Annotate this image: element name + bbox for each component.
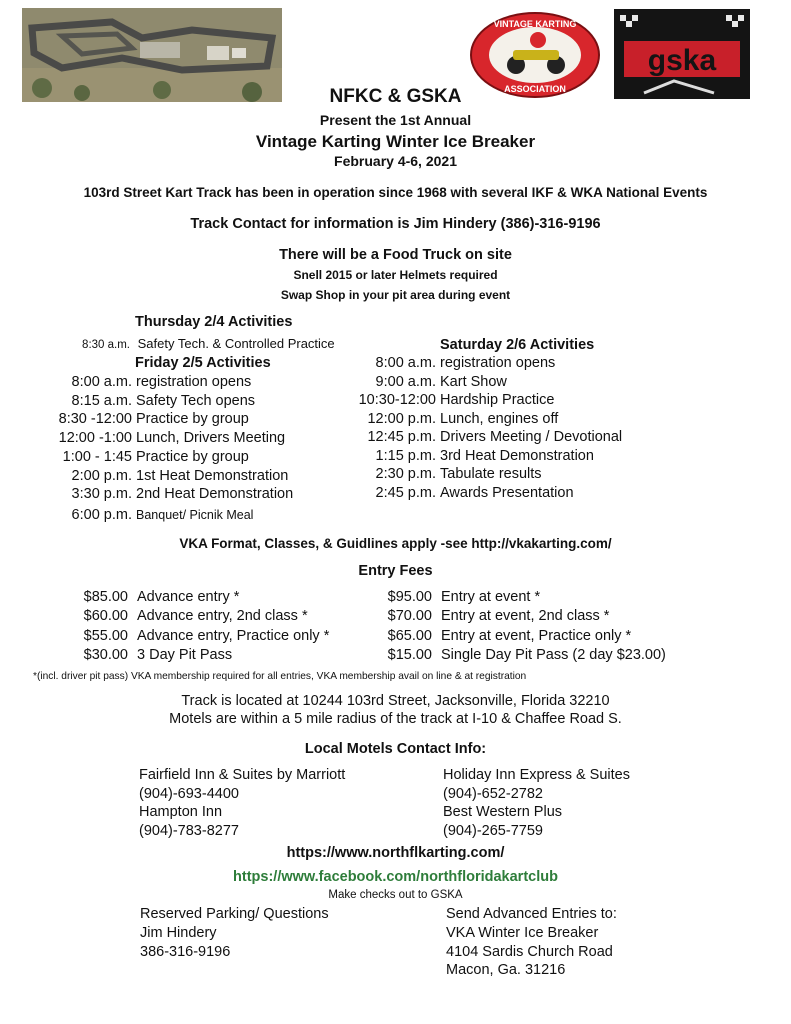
fee-description: Advance entry * [137,589,240,605]
schedule-time: 2:45 p.m. [375,484,436,501]
fee-price: $60.00 [83,608,128,625]
schedule-row [330,355,555,371]
motel-info-line: (904)-265-7759 [443,822,543,839]
schedule-activity: Safety Tech opens [136,392,256,409]
schedule-time: 12:00 -1:00 [58,430,132,447]
schedule-activity: Hardship Practice [440,392,555,408]
schedule-row [40,430,285,446]
fee-description: Entry at event, 2nd class * [441,608,610,625]
food-truck-note: There will be a Food Truck on site [279,247,512,263]
schedule-time: 12:45 p.m. [367,429,436,445]
entries-address-line: VKA Winter Ice Breaker [446,924,599,941]
schedule-activity: Awards Presentation [440,484,574,501]
saturday-heading: Saturday 2/6 Activities [440,337,595,353]
schedule-time: 8:30 a.m. [82,339,130,351]
svg-text:ASSOCIATION: ASSOCIATION [504,84,566,94]
fee-description: Advance entry, Practice only * [137,627,330,644]
schedule-activity: Kart Show [440,373,507,390]
motel-info-line: Fairfield Inn & Suites by Marriott [139,767,346,783]
event-name: Vintage Karting Winter Ice Breaker [255,132,536,151]
fee-description: Entry at event * [441,589,541,605]
fee-price: $95.00 [387,589,432,605]
schedule-row [40,507,253,523]
schedule-activity: Lunch, Drivers Meeting [136,430,286,447]
schedule-row [40,393,255,409]
motel-info-line: (904)-783-8277 [139,822,239,839]
fee-price: $15.00 [387,646,432,663]
schedule-time: 2:30 p.m. [375,466,436,482]
schedule-activity: Banquet/ Picnik Meal [136,508,254,522]
fee-description: 3 Day Pit Pass [137,646,233,663]
helmet-requirement: Snell 2015 or later Helmets required [293,268,498,282]
entries-address-line: Macon, Ga. 31216 [446,962,566,979]
schedule-time: 8:15 a.m. [71,392,132,409]
fee-row [60,589,239,605]
track-address: Track is located at 10244 103rd Street, Jacksonville, Florida 32210 [181,693,610,709]
fees-footnote: *(incl. driver pit pass) VKA membership required for all entries, VKA membership avail on line & at registration [33,671,527,682]
schedule-activity: 2nd Heat Demonstration [136,486,294,503]
motels-heading: Local Motels Contact Info: [304,741,487,757]
schedule-activity: Lunch, engines off [440,410,559,427]
checks-note: Make checks out to GSKA [328,889,463,901]
schedule-activity: 3rd Heat Demonstration [440,447,594,464]
schedule-row [330,429,622,445]
schedule-row [40,374,251,390]
schedule-time: 1:00 - 1:45 [62,448,132,465]
motel-info-line: Best Western Plus [443,804,563,821]
fee-row [60,608,308,624]
schedule-time: 2:00 p.m. [71,467,132,484]
schedule-row [330,466,542,482]
schedule-time: 12:00 p.m. [367,410,436,427]
fee-row [60,628,329,644]
fee-description: Entry at event, Practice only * [441,627,632,644]
fee-price: $65.00 [387,627,432,644]
format-note: VKA Format, Classes, & Guidlines apply -see http://vkakarting.com/ [179,536,612,551]
track-contact: Track Contact for information is Jim Hindery (386)-316-9196 [190,216,601,232]
fee-price: $30.00 [83,646,128,663]
schedule-time: 8:30 -12:00 [58,411,132,428]
fee-description: Advance entry, 2nd class * [137,608,308,625]
fee-description: Single Day Pit Pass (2 day $23.00) [441,646,666,663]
schedule-time: 10:30-12:00 [358,392,436,408]
schedule-row [40,336,335,351]
svg-text:gska: gska [647,44,717,77]
motel-info-line: (904)-652-2782 [443,785,543,802]
schedule-time: 8:00 a.m. [71,374,132,390]
schedule-activity: Tabulate results [440,466,542,482]
schedule-row [330,374,507,390]
website-link[interactable]: https://www.northflkarting.com/ [286,845,505,861]
friday-heading: Friday 2/5 Activities [135,355,271,371]
schedule-row [40,449,249,465]
schedule-row [330,411,558,427]
contact-line: 386-316-9196 [140,943,231,960]
entry-fees-heading: Entry Fees [358,563,433,579]
track-history: 103rd Street Kart Track has been in operation since 1968 with several IKF & WKA National Events [83,185,708,200]
schedule-activity: 1st Heat Demonstration [136,467,289,484]
svg-text:VINTAGE KARTING: VINTAGE KARTING [493,19,577,29]
schedule-time: 6:00 p.m. [71,507,132,523]
fee-row [366,589,540,605]
fee-row [366,647,666,663]
schedule-time: 8:00 a.m. [375,355,436,371]
schedule-time: 1:15 p.m. [375,447,436,464]
presents-line: Present the 1st Annual [319,112,472,128]
schedule-activity: Practice by group [136,411,249,428]
schedule-row [330,392,554,408]
schedule-row [40,486,293,502]
motels-radius-note: Motels are within a 5 mile radius of the track at I-10 & Chaffee Road S. [169,711,622,727]
schedule-time: 9:00 a.m. [375,373,436,390]
thursday-heading: Thursday 2/4 Activities [135,314,293,330]
fee-price: $85.00 [83,589,128,605]
swap-shop-note: Swap Shop in your pit area during event [280,288,511,302]
schedule-row [40,468,288,484]
schedule-row [40,411,249,427]
schedule-activity: Safety Tech. & Controlled Practice [137,336,335,351]
motel-info-line: Holiday Inn Express & Suites [443,767,630,783]
fee-price: $55.00 [83,627,128,644]
schedule-activity: registration opens [440,355,556,371]
facebook-link[interactable]: https://www.facebook.com/northfloridakartclub [233,869,558,885]
fee-row [60,647,232,663]
contact-line: Jim Hindery [140,924,217,941]
schedule-activity: registration opens [136,374,252,390]
entries-address-line: 4104 Sardis Church Road [446,943,613,960]
schedule-time: 3:30 p.m. [71,486,132,503]
contact-line: Reserved Parking/ Questions [140,906,329,922]
fee-price: $70.00 [387,608,432,625]
event-title: NFKC & GSKA [329,86,462,107]
fee-row [366,608,609,624]
event-dates: February 4-6, 2021 [334,153,457,169]
schedule-activity: Drivers Meeting / Devotional [440,429,623,445]
schedule-activity: Practice by group [136,448,249,465]
motel-info-line: Hampton Inn [139,804,223,821]
motel-info-line: (904)-693-4400 [139,785,239,802]
entries-address-line: Send Advanced Entries to: [446,906,617,922]
fee-row [366,628,631,644]
schedule-row [330,448,594,464]
schedule-row [330,485,574,501]
